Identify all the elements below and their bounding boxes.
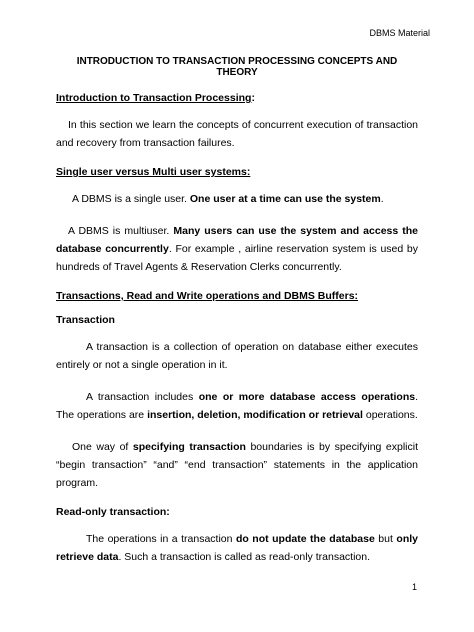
read-only-paragraph	[56, 530, 418, 566]
intro-paragraph: In this section we learn the concepts of concurrent execution of transaction and recovery from transaction failures.	[56, 119, 418, 149]
text-run: . For example , airline reservation system is used by hundreds of Travel Agents & Reservation Clerks concurrently.	[56, 243, 418, 273]
section-heading-transactions: Transactions, Read and Write operations and DBMS Buffers:	[56, 290, 359, 302]
running-header: DBMS Material	[369, 28, 430, 38]
section-heading-intro	[56, 92, 418, 104]
transaction-boundaries-paragraph	[56, 438, 418, 492]
transaction-definition-paragraph: A transaction is a collection of operation on database either executes entirely or not a single operation in it.	[56, 341, 418, 371]
text-run: A transaction includes	[86, 391, 199, 403]
bold-run: one or more database access operations	[198, 391, 416, 403]
transaction-operations-paragraph	[56, 388, 418, 424]
text-run: boundaries is by specifying explicit “begin transaction” “and” “end transaction” statements in the application program.	[56, 441, 418, 489]
bold-run: do not update the database	[235, 533, 375, 545]
text-run: but	[374, 533, 397, 545]
text-run: . The operations are	[56, 391, 419, 421]
text-run: .	[380, 193, 384, 205]
multi-user-paragraph	[56, 222, 418, 276]
text-run: One way of	[72, 441, 133, 453]
document-title: INTRODUCTION TO TRANSACTION PROCESSING CONCEPTS AND THEORY	[76, 56, 398, 78]
text-run: A DBMS is a single user.	[72, 193, 190, 205]
bold-run: insertion, deletion, modification or retrieval	[147, 409, 363, 421]
section-heading-user-systems: Single user versus Multi user systems:	[56, 166, 251, 178]
text-run: The operations in a transaction	[86, 533, 236, 545]
text-run: A DBMS is multiuser.	[68, 225, 174, 237]
page-number: 1	[412, 582, 418, 592]
text-run: operations.	[362, 409, 418, 421]
section-heading-intro-colon: :	[251, 92, 255, 104]
bold-run: specifying transaction	[132, 441, 246, 453]
subheading-transaction: Transaction	[56, 314, 115, 326]
subheading-read-only: Read-only transaction:	[56, 506, 170, 518]
text-run: . Such a transaction is called as read-only transaction.	[118, 551, 371, 563]
single-user-paragraph	[56, 190, 418, 208]
bold-run: only retrieve data	[56, 533, 418, 563]
document-body	[56, 56, 418, 580]
bold-run: One user at a time can use the system	[189, 193, 381, 205]
section-heading-intro-text: Introduction to Transaction Processing	[56, 92, 252, 104]
bold-run: Many users can use the system and access the database concurrently	[56, 225, 418, 255]
